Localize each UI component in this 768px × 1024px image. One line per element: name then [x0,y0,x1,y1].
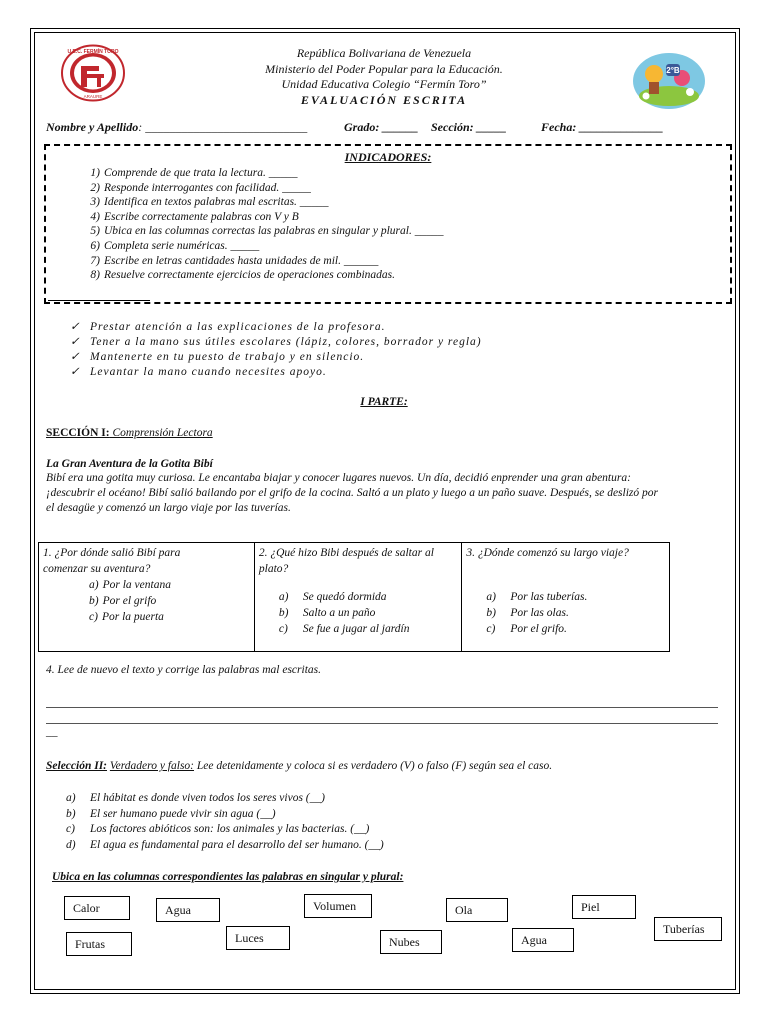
section-field[interactable]: Sección: _____ [431,120,507,134]
answer-line[interactable] [46,723,718,724]
options [43,577,250,625]
word-box[interactable]: Agua [512,928,574,952]
story-line: el desagüe y comenzó un largo viaje por las tuverías. [46,502,291,515]
indicators-box [44,144,732,304]
option[interactable] [279,605,457,621]
option-text: Por el grifo [102,595,157,607]
indicator-number: 6) [90,239,100,252]
indicator-text: Escribe en letras cantidades hasta unidades de mil. ______ [104,254,379,267]
option[interactable] [89,577,250,593]
check-icon: ✓ [70,351,81,363]
option[interactable] [486,605,665,621]
question-cell [462,543,670,652]
option-text: Salto a un paño [302,607,376,619]
indicator-item [74,210,443,225]
option-letter: a) [89,579,99,591]
header-school: Unidad Educativa Colegio “Fermín Toro” [281,77,487,91]
divider [48,300,150,301]
indicator-number: 5) [90,225,100,238]
option[interactable] [89,593,250,609]
indicators-list [74,166,443,283]
norm-text: Tener a la mano sus útiles escolares (lápiz, colores, borrador y regla) [90,336,482,348]
true-false-list [66,791,384,853]
section1-name: Comprensión Lectora [109,427,213,439]
check-icon: ✓ [70,321,81,333]
question-text-2: plato? [258,563,289,575]
option-text: Por las tuberías. [510,591,588,603]
svg-text:U.E.C. FERMÍN TORO: U.E.C. FERMÍN TORO [67,49,119,55]
grade-field[interactable]: Grado: ______ [344,120,419,134]
indicator-number: 4) [90,210,100,223]
indicator-text: Responde interrogantes con facilidad. _____ [104,181,311,194]
question-text-1: 2. ¿Qué hizo Bibi después de saltar al [258,547,434,559]
word-box[interactable]: Luces [226,926,290,950]
section1-heading [46,427,213,439]
word-box[interactable]: Calor [64,896,130,920]
true-false-item[interactable] [66,838,384,854]
indicator-number: 7) [90,254,100,267]
indicator-number: 8) [90,269,100,282]
section2-instruction: Lee detenidamente y coloca si es verdadero (V) o falso (F) según sea el caso. [194,760,553,772]
word-box[interactable]: Nubes [380,930,442,954]
indicator-number: 2) [90,181,100,194]
norms-list [70,320,482,380]
indicator-item [74,268,443,283]
indicators-title: INDICADORES: [344,150,432,164]
norm-item [70,320,482,335]
svg-text:ARAURE: ARAURE [83,94,103,99]
answer-line-tail: __ [46,726,58,738]
answer-line[interactable] [46,707,718,708]
questions-table [38,542,670,652]
true-false-item[interactable] [66,791,384,807]
indicator-item [74,239,443,254]
question-text-1: 1. ¿Por dónde salió Bibí para [43,547,181,559]
option[interactable] [89,609,250,625]
indicator-text: Identifica en textos palabras mal escritas. _____ [104,196,329,209]
option[interactable] [279,589,457,605]
option-text: Se fue a jugar al jardín [302,623,410,635]
option-text: Por el grifo. [510,623,567,635]
indicator-item [74,224,443,239]
questions-row [39,543,670,652]
norm-text: Levantar la mano cuando necesites apoyo. [90,366,327,378]
question-text-2: comenzar su aventura? [43,563,151,575]
option-letter: a) [278,591,289,603]
question-4: 4. Lee de nuevo el texto y corrige las palabras mal escritas. [46,664,321,676]
item-text: El agua es fundamental para el desarrollo del ser humano. (__) [90,838,384,851]
date-field[interactable]: Fecha: ______________ [541,120,664,134]
option[interactable] [279,621,457,637]
story-line: Bibí era una gotita muy curiosa. Le encantaba biajar y conocer lugares nuevos. Un día, decidió enprender una gran abentura: [46,472,631,484]
option-letter: c) [89,611,98,623]
option-text: Por las olas. [510,607,569,619]
norm-item [70,335,482,350]
section2-label: Selección II: [46,760,108,772]
word-box[interactable]: Piel [572,895,636,919]
indicator-item [74,195,443,210]
page-title: EVALUACIÓN ESCRITA [300,93,468,107]
indicator-text: Escribe correctamente palabras con V y B [104,210,299,223]
header-ministry: Ministerio del Poder Popular para la Educación. [265,62,503,76]
word-box[interactable]: Agua [156,898,220,922]
item-text: El hábitat es donde viven todos los seres vivos (__) [90,792,325,804]
option[interactable] [486,589,665,605]
indicator-text: Ubica en las columnas correctas las palabras en singular y plural. _____ [104,225,444,238]
indicator-text: Comprende de que trata la lectura. _____ [104,167,298,179]
item-letter: c) [66,823,75,836]
story-text [46,471,658,517]
norm-item [70,365,482,380]
true-false-item[interactable] [66,822,384,838]
norm-text: Mantenerte en tu puesto de trabajo y en silencio. [90,351,365,363]
word-box[interactable]: Ola [446,898,508,922]
word-box[interactable]: Frutas [66,932,132,956]
indicator-item [74,254,443,269]
item-letter: d) [66,838,76,851]
indicator-text: Completa serie numéricas. _____ [104,239,260,252]
indicator-item [74,181,443,196]
option-letter: b) [486,607,496,619]
item-letter: b) [66,807,76,820]
indicator-text: Resuelve correctamente ejercicios de operaciones combinadas. [104,269,396,282]
section1-label: SECCIÓN I: [46,427,110,439]
name-blank[interactable]: : ___________________________ [138,120,308,134]
option-text: Se quedó dormida [302,591,387,603]
options [259,589,457,637]
story-title: La Gran Aventura de la Gotita Bibí [46,458,213,470]
indicator-item [74,166,443,181]
question-cell [39,543,255,652]
indicator-number: 3) [90,196,100,209]
check-icon: ✓ [70,336,81,348]
question-cell [254,543,461,652]
question-text-2 [466,561,665,577]
item-text: El ser humano puede vivir sin agua (__) [90,807,276,820]
options [466,589,665,637]
part-title: I PARTE: [360,396,408,408]
option-letter: b) [89,595,99,607]
true-false-item[interactable] [66,807,384,823]
svg-text:2°B: 2°B [666,66,680,75]
section2-heading [46,760,552,772]
option-letter: b) [278,607,289,619]
word-box[interactable]: Tuberías [654,917,722,941]
student-name-row [46,120,307,135]
option-letter: a) [486,591,496,603]
norm-text: Prestar atención a las explicaciones de la profesora. [90,321,386,333]
option-letter: c) [486,623,496,635]
option-text: Por la ventana [102,579,171,591]
sort-title: Ubica en las columnas correspondientes las palabras en singular y plural: [52,871,404,883]
header-republic: República Bolivariana de Venezuela [296,46,472,60]
question-text-1: 3. ¿Dónde comenzó su largo viaje? [466,547,629,559]
name-label: Nombre y Apellido [46,120,139,134]
option-letter: c) [278,623,288,635]
indicator-number: 1) [90,167,100,179]
option-text: Por la puerta [101,611,164,623]
norm-item [70,350,482,365]
check-icon: ✓ [70,366,81,378]
option[interactable] [486,621,665,637]
item-letter: a) [66,792,76,804]
word-box[interactable]: Volumen [304,894,372,918]
story-line: ¡descubrir el océano! Bibí salió bailando por el grifo de la cocina. Saltó a un plato y luego a un paño suave. Después, se deslizó por [46,487,658,500]
item-text: Los factores abióticos son: los animales y las bacterias. (__) [90,823,370,836]
section2-name: Verdadero y falso: [109,760,194,772]
